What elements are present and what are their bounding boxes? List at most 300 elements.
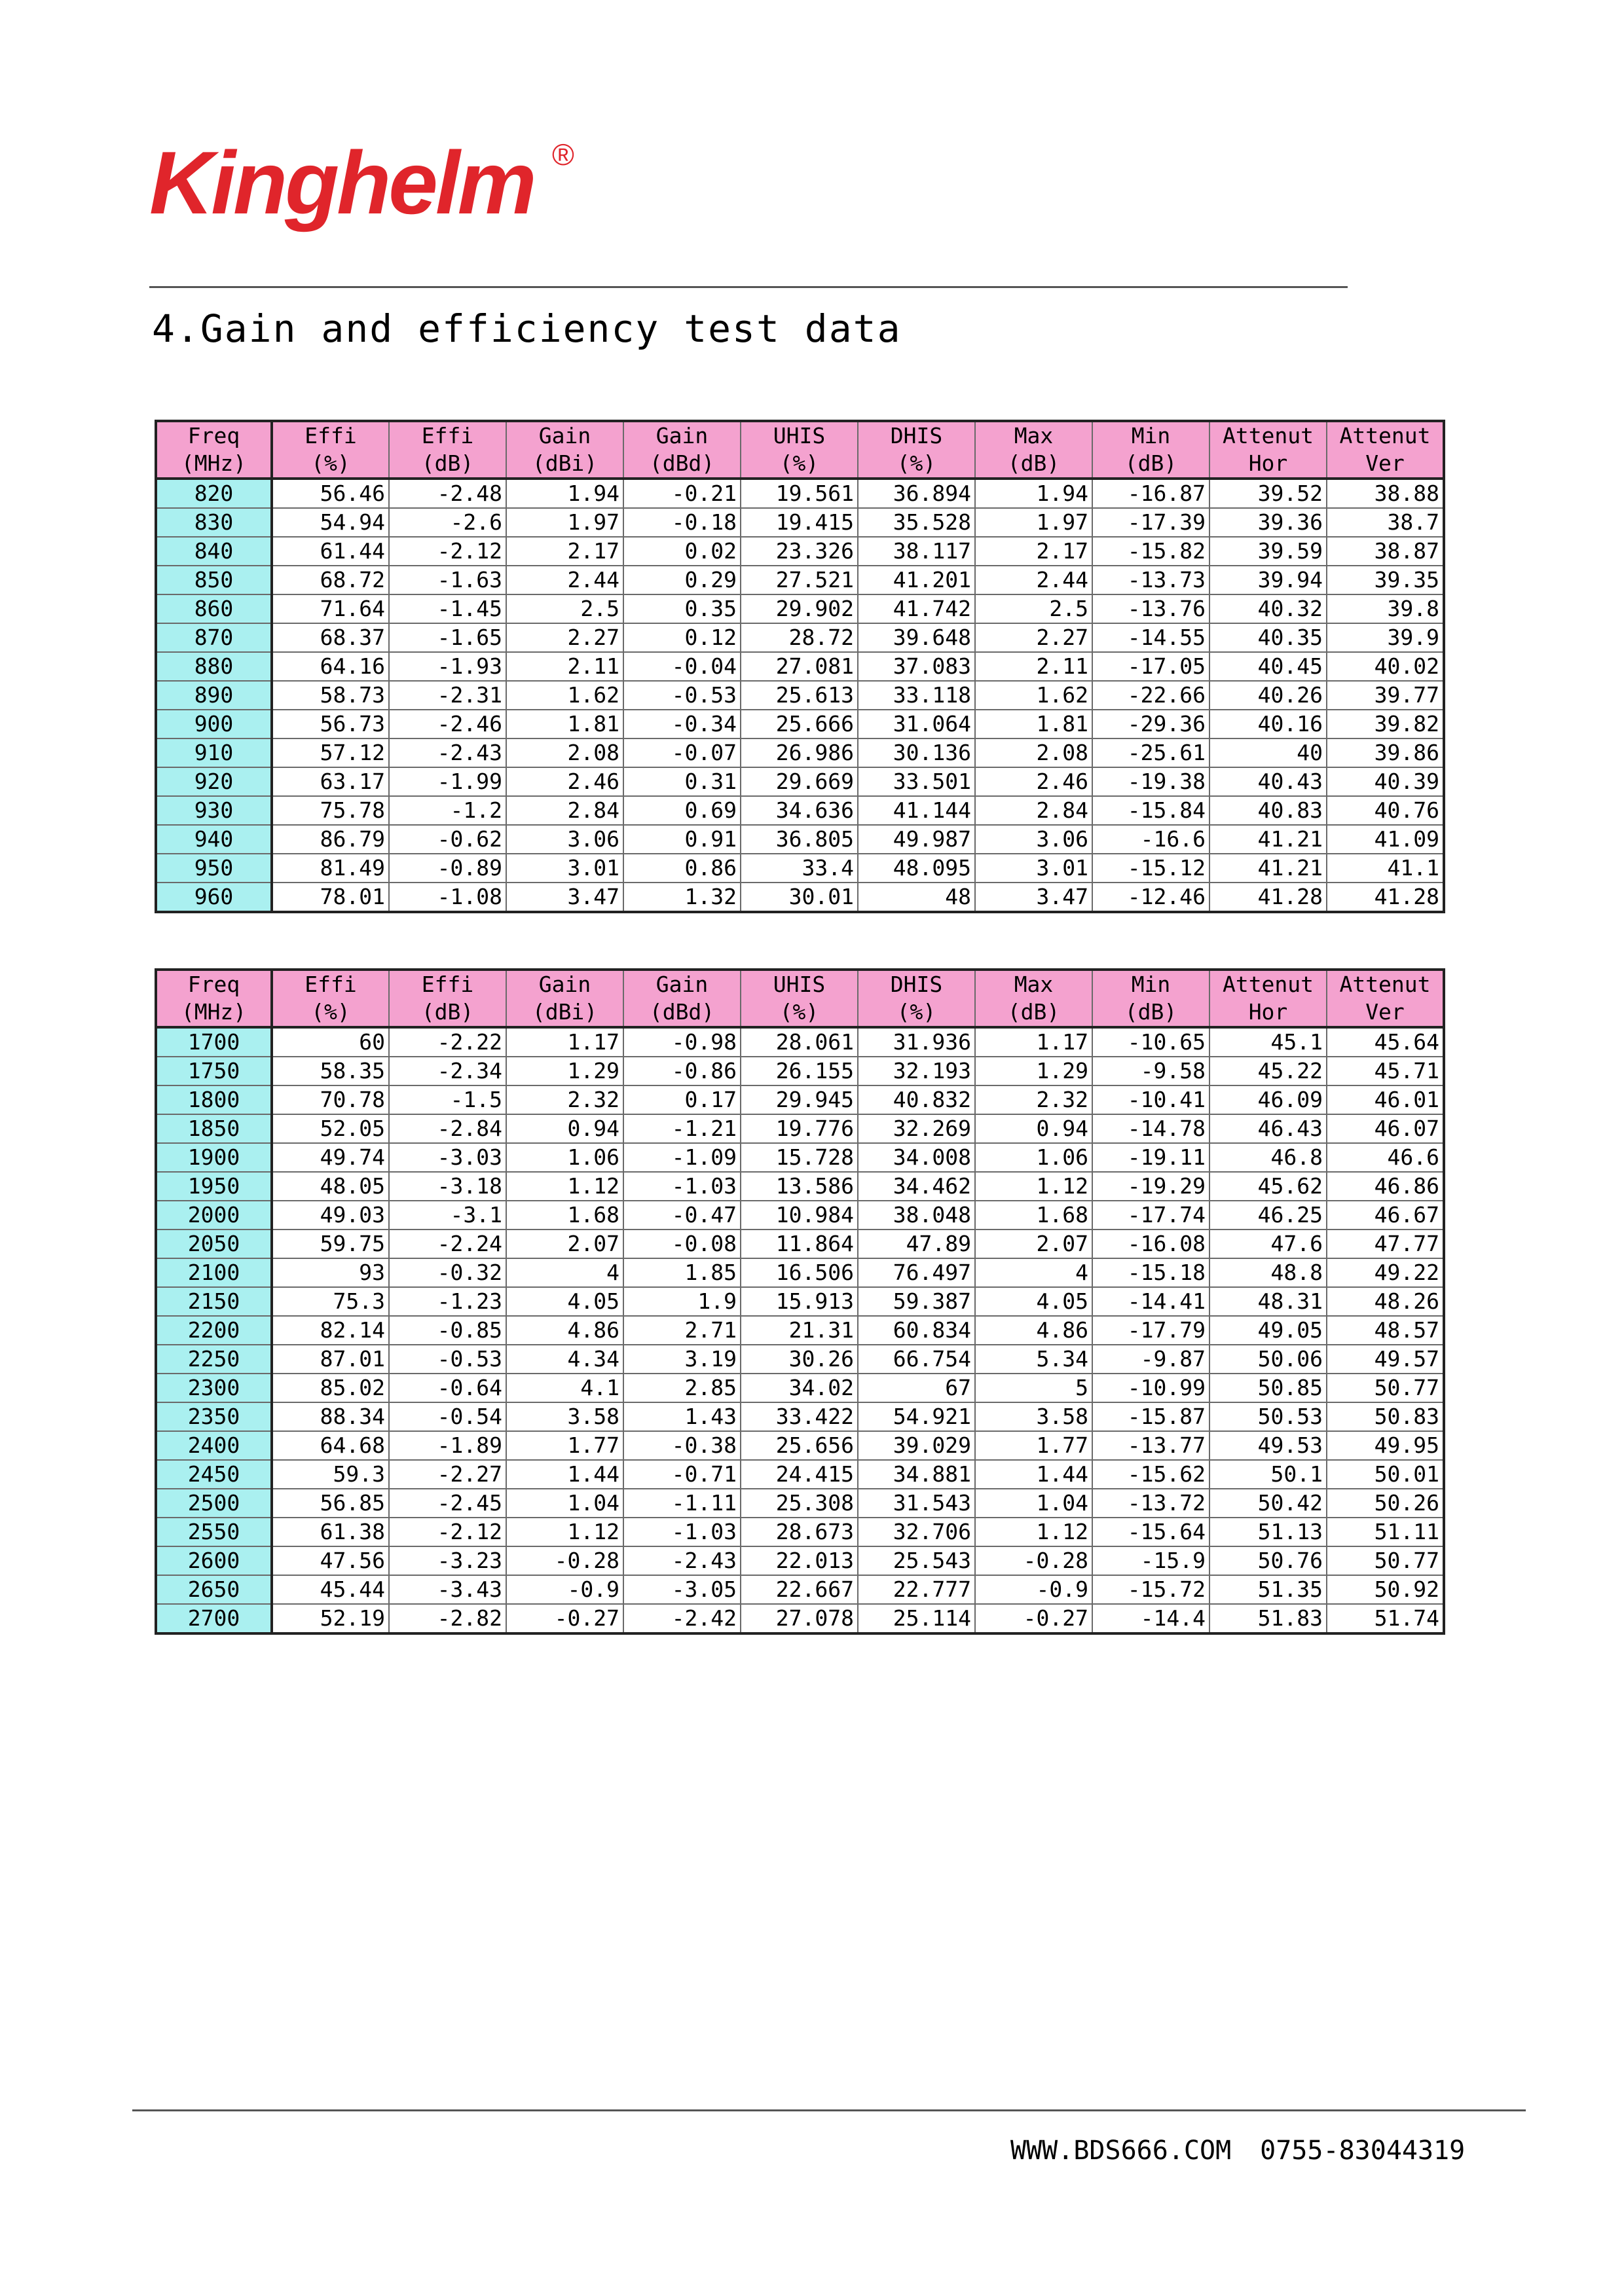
value-cell: -13.76 (1092, 594, 1209, 623)
column-header (1327, 970, 1444, 1027)
value-cell: 41.09 (1327, 825, 1444, 854)
column-header-unit: (%) (896, 450, 936, 476)
column-header (1327, 421, 1444, 479)
column-header (389, 970, 506, 1027)
value-cell: 78.01 (272, 883, 389, 912)
freq-cell: 2700 (156, 1604, 272, 1633)
value-cell: 41.742 (858, 594, 975, 623)
value-cell: 71.64 (272, 594, 389, 623)
value-cell: 50.77 (1327, 1374, 1444, 1402)
value-cell: 34.881 (858, 1460, 975, 1489)
value-cell: 2.5 (975, 594, 1092, 623)
value-cell: 46.8 (1209, 1143, 1327, 1172)
value-cell: -19.38 (1092, 767, 1209, 796)
value-cell: 0.12 (623, 623, 741, 652)
column-header-unit: (dB) (421, 450, 474, 476)
value-cell: 1.44 (506, 1460, 623, 1489)
column-header-name: Effi (421, 423, 474, 448)
column-header-unit: (MHz) (181, 450, 247, 476)
value-cell: 46.6 (1327, 1143, 1444, 1172)
value-cell: 25.114 (858, 1604, 975, 1633)
value-cell: -2.43 (623, 1546, 741, 1575)
value-cell: -0.71 (623, 1460, 741, 1489)
value-cell: 1.12 (975, 1518, 1092, 1546)
footer (1010, 2136, 1465, 2166)
value-cell: 49.57 (1327, 1345, 1444, 1374)
value-cell: 85.02 (272, 1374, 389, 1402)
column-header-unit: (dBi) (532, 450, 598, 476)
column-header-unit: (%) (779, 450, 819, 476)
value-cell: 1.32 (623, 883, 741, 912)
value-cell: 40.832 (858, 1085, 975, 1114)
value-cell: 1.97 (975, 508, 1092, 537)
value-cell: 39.029 (858, 1431, 975, 1460)
registered-mark: ® (552, 137, 574, 172)
value-cell: 52.05 (272, 1114, 389, 1143)
gain-efficiency-table-high-band (155, 968, 1445, 1635)
column-header (156, 970, 272, 1027)
value-cell: 82.14 (272, 1316, 389, 1345)
value-cell: 59.387 (858, 1287, 975, 1316)
value-cell: 39.86 (1327, 738, 1444, 767)
value-cell: 0.94 (506, 1114, 623, 1143)
table-row (156, 738, 1444, 767)
value-cell: -0.9 (975, 1575, 1092, 1604)
value-cell: 22.013 (741, 1546, 858, 1575)
value-cell: 27.081 (741, 652, 858, 681)
value-cell: 2.85 (623, 1374, 741, 1402)
table-row (156, 710, 1444, 738)
value-cell: 2.84 (506, 796, 623, 825)
value-cell: -1.09 (623, 1143, 741, 1172)
value-cell: 29.902 (741, 594, 858, 623)
value-cell: 0.17 (623, 1085, 741, 1114)
value-cell: -0.07 (623, 738, 741, 767)
value-cell: 46.86 (1327, 1172, 1444, 1201)
value-cell: 45.64 (1327, 1027, 1444, 1057)
value-cell: -2.27 (389, 1460, 506, 1489)
value-cell: 40.26 (1209, 681, 1327, 710)
value-cell: 39.648 (858, 623, 975, 652)
freq-cell: 1850 (156, 1114, 272, 1143)
value-cell: 2.46 (975, 767, 1092, 796)
value-cell: 19.776 (741, 1114, 858, 1143)
value-cell: 46.07 (1327, 1114, 1444, 1143)
freq-cell: 2100 (156, 1258, 272, 1287)
value-cell: 48.8 (1209, 1258, 1327, 1287)
value-cell: 3.58 (506, 1402, 623, 1431)
value-cell: -0.04 (623, 652, 741, 681)
value-cell: 4.86 (506, 1316, 623, 1345)
value-cell: -0.89 (389, 854, 506, 883)
value-cell: 60 (272, 1027, 389, 1057)
value-cell: -19.11 (1092, 1143, 1209, 1172)
freq-cell: 2550 (156, 1518, 272, 1546)
table-row (156, 1027, 1444, 1057)
value-cell: 81.49 (272, 854, 389, 883)
value-cell: 29.669 (741, 767, 858, 796)
value-cell: -1.99 (389, 767, 506, 796)
value-cell: 1.85 (623, 1258, 741, 1287)
value-cell: 40.35 (1209, 623, 1327, 652)
column-header-unit: (MHz) (181, 999, 247, 1025)
freq-cell: 920 (156, 767, 272, 796)
value-cell: 64.16 (272, 652, 389, 681)
value-cell: -15.72 (1092, 1575, 1209, 1604)
value-cell: 13.586 (741, 1172, 858, 1201)
value-cell: 75.3 (272, 1287, 389, 1316)
value-cell: 46.25 (1209, 1201, 1327, 1230)
column-header-name: DHIS (890, 423, 943, 448)
value-cell: 0.86 (623, 854, 741, 883)
value-cell: 46.09 (1209, 1085, 1327, 1114)
freq-cell: 2400 (156, 1431, 272, 1460)
value-cell: 93 (272, 1258, 389, 1287)
value-cell: 19.415 (741, 508, 858, 537)
value-cell: 45.22 (1209, 1057, 1327, 1085)
value-cell: 66.754 (858, 1345, 975, 1374)
value-cell: -0.34 (623, 710, 741, 738)
column-header-unit: (%) (779, 999, 819, 1025)
value-cell: 1.44 (975, 1460, 1092, 1489)
value-cell: -2.42 (623, 1604, 741, 1633)
freq-cell: 940 (156, 825, 272, 854)
freq-cell: 900 (156, 710, 272, 738)
value-cell: 48.31 (1209, 1287, 1327, 1316)
value-cell: -1.03 (623, 1518, 741, 1546)
value-cell: 40.76 (1327, 796, 1444, 825)
table-row (156, 1114, 1444, 1143)
table-row (156, 1431, 1444, 1460)
column-header-name: Min (1131, 423, 1171, 448)
value-cell: 1.04 (506, 1489, 623, 1518)
table-row (156, 1316, 1444, 1345)
value-cell: 50.42 (1209, 1489, 1327, 1518)
value-cell: -0.54 (389, 1402, 506, 1431)
value-cell: 58.73 (272, 681, 389, 710)
value-cell: -3.18 (389, 1172, 506, 1201)
value-cell: -15.12 (1092, 854, 1209, 883)
value-cell: -13.77 (1092, 1431, 1209, 1460)
value-cell: -0.08 (623, 1230, 741, 1258)
value-cell: -2.43 (389, 738, 506, 767)
value-cell: 1.68 (506, 1201, 623, 1230)
value-cell: 64.68 (272, 1431, 389, 1460)
value-cell: -9.87 (1092, 1345, 1209, 1374)
column-header (272, 421, 389, 479)
value-cell: 4.1 (506, 1374, 623, 1402)
value-cell: 56.73 (272, 710, 389, 738)
value-cell: -10.99 (1092, 1374, 1209, 1402)
value-cell: 1.77 (975, 1431, 1092, 1460)
value-cell: 1.81 (975, 710, 1092, 738)
table-row (156, 1085, 1444, 1114)
column-header (1209, 421, 1327, 479)
value-cell: 50.53 (1209, 1402, 1327, 1431)
value-cell: 5.34 (975, 1345, 1092, 1374)
freq-cell: 2000 (156, 1201, 272, 1230)
value-cell: -0.27 (975, 1604, 1092, 1633)
value-cell: 0.69 (623, 796, 741, 825)
value-cell: 33.501 (858, 767, 975, 796)
column-header-unit: (%) (311, 450, 350, 476)
value-cell: -15.18 (1092, 1258, 1209, 1287)
value-cell: 41.1 (1327, 854, 1444, 883)
value-cell: 49.74 (272, 1143, 389, 1172)
value-cell: 37.083 (858, 652, 975, 681)
column-header-name: Min (1131, 972, 1171, 997)
value-cell: 40.83 (1209, 796, 1327, 825)
value-cell: -0.38 (623, 1431, 741, 1460)
value-cell: 32.269 (858, 1114, 975, 1143)
value-cell: 38.88 (1327, 479, 1444, 508)
value-cell: 10.984 (741, 1201, 858, 1230)
table-row (156, 566, 1444, 594)
section-title: 4.Gain and efficiency test data (152, 306, 902, 351)
column-header-name: Freq (187, 972, 240, 997)
value-cell: 3.47 (506, 883, 623, 912)
value-cell: 32.193 (858, 1057, 975, 1085)
value-cell: 28.673 (741, 1518, 858, 1546)
value-cell: -0.53 (623, 681, 741, 710)
freq-cell: 1750 (156, 1057, 272, 1085)
value-cell: 50.1 (1209, 1460, 1327, 1489)
value-cell: -3.23 (389, 1546, 506, 1575)
value-cell: -22.66 (1092, 681, 1209, 710)
table-header-row (156, 421, 1444, 479)
value-cell: 41.144 (858, 796, 975, 825)
table-row (156, 1201, 1444, 1230)
freq-cell: 2600 (156, 1546, 272, 1575)
freq-cell: 890 (156, 681, 272, 710)
column-header-unit: (dBd) (649, 999, 715, 1025)
value-cell: -2.82 (389, 1604, 506, 1633)
value-cell: 39.59 (1209, 537, 1327, 566)
value-cell: 51.83 (1209, 1604, 1327, 1633)
value-cell: 4.05 (506, 1287, 623, 1316)
value-cell: -13.73 (1092, 566, 1209, 594)
value-cell: 51.11 (1327, 1518, 1444, 1546)
value-cell: 25.666 (741, 710, 858, 738)
column-header-name: UHIS (773, 972, 826, 997)
value-cell: 2.27 (506, 623, 623, 652)
value-cell: 2.08 (506, 738, 623, 767)
value-cell: 22.667 (741, 1575, 858, 1604)
value-cell: 39.8 (1327, 594, 1444, 623)
value-cell: 39.82 (1327, 710, 1444, 738)
value-cell: 2.71 (623, 1316, 741, 1345)
column-header-unit: (dB) (1007, 450, 1060, 476)
value-cell: 40.39 (1327, 767, 1444, 796)
value-cell: -0.28 (506, 1546, 623, 1575)
value-cell: 68.72 (272, 566, 389, 594)
value-cell: 25.656 (741, 1431, 858, 1460)
freq-cell: 2500 (156, 1489, 272, 1518)
value-cell: 46.43 (1209, 1114, 1327, 1143)
value-cell: 15.913 (741, 1287, 858, 1316)
value-cell: 50.85 (1209, 1374, 1327, 1402)
value-cell: -1.2 (389, 796, 506, 825)
column-header-unit: (dBi) (532, 999, 598, 1025)
value-cell: -19.29 (1092, 1172, 1209, 1201)
value-cell: 39.94 (1209, 566, 1327, 594)
value-cell: 86.79 (272, 825, 389, 854)
value-cell: -14.78 (1092, 1114, 1209, 1143)
table-row (156, 854, 1444, 883)
value-cell: 38.87 (1327, 537, 1444, 566)
footer-divider (132, 2109, 1526, 2111)
column-header-unit: (%) (311, 999, 350, 1025)
value-cell: 1.12 (506, 1518, 623, 1546)
table-header-row (156, 970, 1444, 1027)
value-cell: 47.6 (1209, 1230, 1327, 1258)
table-row (156, 1258, 1444, 1287)
freq-cell: 840 (156, 537, 272, 566)
value-cell: -0.85 (389, 1316, 506, 1345)
value-cell: 36.805 (741, 825, 858, 854)
value-cell: 46.67 (1327, 1201, 1444, 1230)
table-row (156, 508, 1444, 537)
freq-cell: 870 (156, 623, 272, 652)
value-cell: 50.83 (1327, 1402, 1444, 1431)
value-cell: 33.422 (741, 1402, 858, 1431)
value-cell: -2.46 (389, 710, 506, 738)
value-cell: 41.28 (1209, 883, 1327, 912)
freq-cell: 930 (156, 796, 272, 825)
value-cell: 48.57 (1327, 1316, 1444, 1345)
value-cell: 1.68 (975, 1201, 1092, 1230)
freq-cell: 830 (156, 508, 272, 537)
value-cell: 57.12 (272, 738, 389, 767)
value-cell: 39.36 (1209, 508, 1327, 537)
value-cell: -1.21 (623, 1114, 741, 1143)
value-cell: -16.08 (1092, 1230, 1209, 1258)
value-cell: 34.636 (741, 796, 858, 825)
value-cell: -10.41 (1092, 1085, 1209, 1114)
value-cell: 30.136 (858, 738, 975, 767)
value-cell: -17.39 (1092, 508, 1209, 537)
value-cell: 50.92 (1327, 1575, 1444, 1604)
value-cell: 49.22 (1327, 1258, 1444, 1287)
value-cell: 61.38 (272, 1518, 389, 1546)
value-cell: 34.462 (858, 1172, 975, 1201)
value-cell: 47.89 (858, 1230, 975, 1258)
freq-cell: 1800 (156, 1085, 272, 1114)
value-cell: 4 (975, 1258, 1092, 1287)
value-cell: 2.46 (506, 767, 623, 796)
value-cell: 40.43 (1209, 767, 1327, 796)
value-cell: 34.02 (741, 1374, 858, 1402)
value-cell: 54.921 (858, 1402, 975, 1431)
value-cell: -2.12 (389, 1518, 506, 1546)
value-cell: 58.35 (272, 1057, 389, 1085)
value-cell: 1.94 (975, 479, 1092, 508)
value-cell: -1.45 (389, 594, 506, 623)
value-cell: 1.62 (975, 681, 1092, 710)
value-cell: 2.27 (975, 623, 1092, 652)
value-cell: 50.77 (1327, 1546, 1444, 1575)
value-cell: 1.77 (506, 1431, 623, 1460)
freq-cell: 2300 (156, 1374, 272, 1402)
value-cell: 3.01 (975, 854, 1092, 883)
table-row (156, 1518, 1444, 1546)
value-cell: 3.47 (975, 883, 1092, 912)
value-cell: -13.72 (1092, 1489, 1209, 1518)
column-header-unit: Ver (1365, 450, 1405, 476)
value-cell: -9.58 (1092, 1057, 1209, 1085)
column-header (858, 421, 975, 479)
value-cell: 0.02 (623, 537, 741, 566)
freq-cell: 910 (156, 738, 272, 767)
value-cell: -25.61 (1092, 738, 1209, 767)
value-cell: 45.44 (272, 1575, 389, 1604)
value-cell: -15.87 (1092, 1402, 1209, 1431)
table-row (156, 796, 1444, 825)
value-cell: -0.28 (975, 1546, 1092, 1575)
freq-cell: 2250 (156, 1345, 272, 1374)
column-header (272, 970, 389, 1027)
freq-cell: 860 (156, 594, 272, 623)
value-cell: 40.32 (1209, 594, 1327, 623)
value-cell: 40.02 (1327, 652, 1444, 681)
value-cell: 40 (1209, 738, 1327, 767)
value-cell: 1.17 (506, 1027, 623, 1057)
table-row (156, 1604, 1444, 1633)
value-cell: 2.44 (506, 566, 623, 594)
value-cell: 19.561 (741, 479, 858, 508)
value-cell: 16.506 (741, 1258, 858, 1287)
value-cell: 40.45 (1209, 652, 1327, 681)
column-header-name: Attenut (1339, 972, 1431, 997)
value-cell: 3.58 (975, 1402, 1092, 1431)
value-cell: 41.201 (858, 566, 975, 594)
table-row (156, 1287, 1444, 1316)
value-cell: -17.74 (1092, 1201, 1209, 1230)
value-cell: 51.35 (1209, 1575, 1327, 1604)
value-cell: 32.706 (858, 1518, 975, 1546)
value-cell: 15.728 (741, 1143, 858, 1172)
column-header-name: Gain (538, 423, 591, 448)
value-cell: 2.32 (975, 1085, 1092, 1114)
column-header-unit: (dB) (421, 999, 474, 1025)
table-row (156, 681, 1444, 710)
value-cell: -16.6 (1092, 825, 1209, 854)
value-cell: 26.986 (741, 738, 858, 767)
value-cell: 45.71 (1327, 1057, 1444, 1085)
value-cell: 4.86 (975, 1316, 1092, 1345)
value-cell: 33.118 (858, 681, 975, 710)
value-cell: 1.81 (506, 710, 623, 738)
column-header (506, 970, 623, 1027)
value-cell: -1.63 (389, 566, 506, 594)
value-cell: 52.19 (272, 1604, 389, 1633)
value-cell: 1.29 (506, 1057, 623, 1085)
value-cell: 61.44 (272, 537, 389, 566)
table-row (156, 623, 1444, 652)
value-cell: 63.17 (272, 767, 389, 796)
value-cell: 75.78 (272, 796, 389, 825)
value-cell: 59.75 (272, 1230, 389, 1258)
value-cell: 38.048 (858, 1201, 975, 1230)
column-header-name: Attenut (1339, 423, 1431, 448)
column-header (741, 421, 858, 479)
value-cell: -3.05 (623, 1575, 741, 1604)
value-cell: -14.55 (1092, 623, 1209, 652)
value-cell: 50.06 (1209, 1345, 1327, 1374)
table-row (156, 1402, 1444, 1431)
value-cell: 39.35 (1327, 566, 1444, 594)
column-header-name: Effi (304, 423, 357, 448)
